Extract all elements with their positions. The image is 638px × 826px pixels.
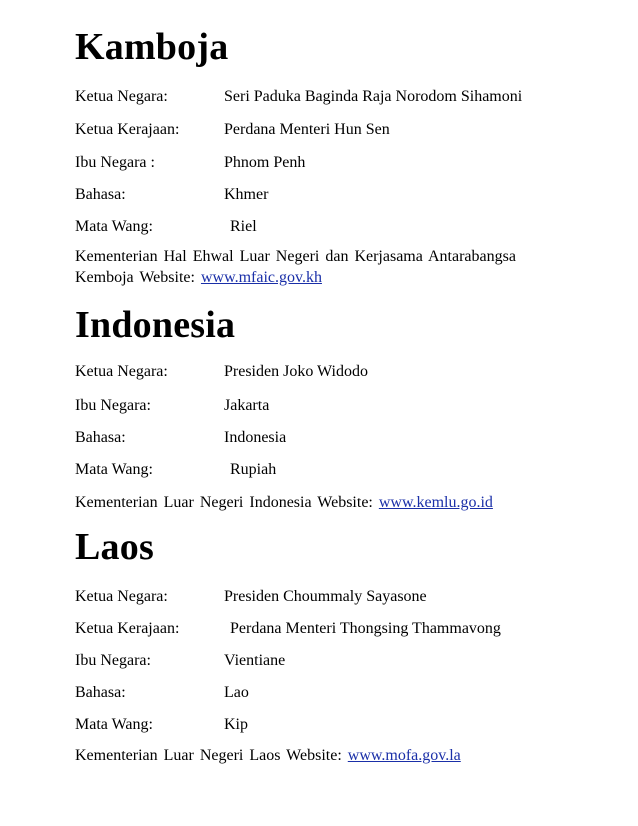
- ministry-website-link[interactable]: www.kemlu.go.id: [378, 494, 493, 511]
- ministry-text: Kementerian Luar Negeri Laos Website:: [75, 747, 342, 764]
- field-label: Mata Wang:: [75, 218, 153, 235]
- field-label: Ketua Kerajaan:: [75, 620, 180, 637]
- field-value: Vientiane: [224, 652, 286, 669]
- field-value: Perdana Menteri Hun Sen: [224, 121, 390, 138]
- field-label: Ibu Negara :: [75, 154, 155, 171]
- field-label: Bahasa:: [75, 684, 126, 701]
- field-value: Indonesia: [224, 429, 287, 446]
- field-value: Perdana Menteri Thongsing Thammavong: [230, 620, 501, 637]
- section-title-laos: Laos: [75, 526, 154, 568]
- ministry-paragraph: [75, 745, 595, 766]
- ministry-text: Kementerian Luar Negeri Indonesia Website:: [75, 494, 373, 511]
- field-label: Ketua Negara:: [75, 363, 168, 380]
- section-title-indonesia: Indonesia: [75, 304, 236, 346]
- field-label: Ibu Negara:: [75, 397, 151, 414]
- section-title-kamboja: Kamboja: [75, 26, 229, 68]
- field-label: Ketua Negara:: [75, 88, 168, 105]
- field-label: Mata Wang:: [75, 716, 153, 733]
- field-label: Ibu Negara:: [75, 652, 151, 669]
- field-value: Presiden Choummaly Sayasone: [224, 588, 427, 605]
- ministry-website-link[interactable]: www.mofa.gov.la: [347, 747, 461, 764]
- field-value: Kip: [224, 716, 248, 733]
- field-label: Ketua Negara:: [75, 588, 168, 605]
- ministry-text: Kementerian Hal Ehwal Luar Negeri dan Kerjasama Antarabangsa Kemboja Website:: [75, 248, 516, 286]
- field-value: Rupiah: [230, 461, 277, 478]
- field-value: Riel: [230, 218, 257, 235]
- field-value: Jakarta: [224, 397, 270, 414]
- field-value: Presiden Joko Widodo: [224, 363, 368, 380]
- field-value: Lao: [224, 684, 249, 701]
- field-label: Ketua Kerajaan:: [75, 121, 180, 138]
- field-label: Bahasa:: [75, 429, 126, 446]
- field-label: Bahasa:: [75, 186, 126, 203]
- field-label: Mata Wang:: [75, 461, 153, 478]
- field-value: Phnom Penh: [224, 154, 306, 171]
- ministry-paragraph: [75, 492, 595, 513]
- field-value: Khmer: [224, 186, 269, 203]
- field-value: Seri Paduka Baginda Raja Norodom Sihamoni: [224, 88, 523, 105]
- ministry-paragraph: [75, 246, 545, 288]
- ministry-website-link[interactable]: www.mfaic.gov.kh: [200, 269, 322, 286]
